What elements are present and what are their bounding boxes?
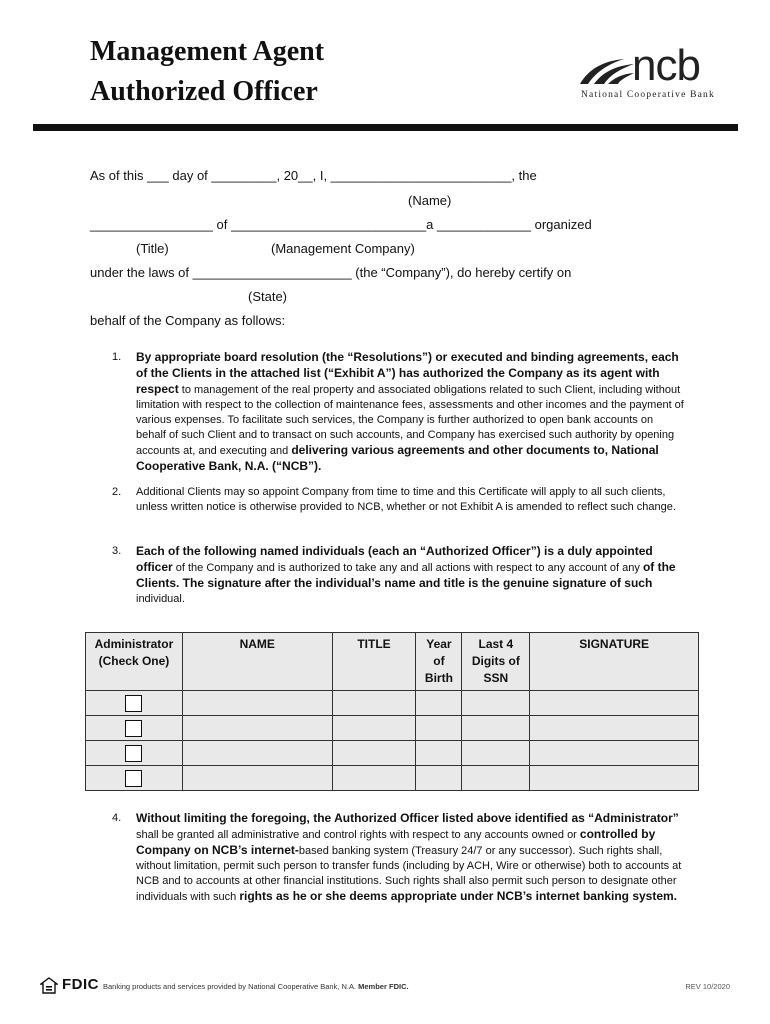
ssn-cell[interactable]	[462, 741, 530, 766]
name-cell[interactable]	[182, 691, 332, 716]
col-header-title: TITLE	[332, 633, 416, 691]
col-header-ssn: Last 4 Digits of SSN	[462, 633, 530, 691]
clause-bold-lead: By appropriate board resolution (the “Resolutions”) or executed and binding agreements, each of the Clients in the attached list (“Exhibit A”) has authorized the Company as its agent with respect	[136, 350, 679, 396]
clause-number: 3.	[112, 545, 122, 557]
administrator-checkbox[interactable]	[125, 720, 142, 737]
equal-housing-lender-icon	[40, 977, 58, 995]
form-line-3: under the laws of ______________________ (the “Company”), do hereby certify on	[90, 265, 572, 280]
clause-body	[136, 811, 684, 905]
year-of-birth-cell[interactable]	[416, 716, 462, 741]
table-row	[86, 741, 699, 766]
col-header-signature: SIGNATURE	[530, 633, 699, 691]
ssn-cell[interactable]	[462, 716, 530, 741]
administrator-checkbox[interactable]	[125, 745, 142, 762]
clause-text: of the Company and is authorized to take any and all actions with respect to any account of any	[175, 562, 640, 574]
caption-state: (State)	[248, 289, 288, 304]
year-of-birth-cell[interactable]	[416, 741, 462, 766]
fdic-logo: FDIC	[62, 976, 99, 993]
table-row	[86, 766, 699, 791]
col-header-year-of-birth: Year of Birth	[416, 633, 462, 691]
clause-number: 2.	[112, 486, 122, 498]
authorized-officers-table	[85, 632, 699, 791]
caption-name: (Name)	[408, 193, 452, 208]
clause-text: Additional Clients may so appoint Company from time to time and this Certificate will apply to all such clients, unless written notice is otherwise provided to NCB, whether or not Exhibit A is amended to reflect such change.	[136, 486, 676, 513]
clause-bold-tail: rights as he or she deems appropriate under NCB’s internet banking system.	[239, 889, 678, 903]
revision-label: REV 10/2020	[685, 982, 730, 991]
name-cell[interactable]	[182, 741, 332, 766]
col-header-administrator: Administrator (Check One)	[86, 633, 183, 691]
page-title	[90, 32, 324, 112]
clause-text-tail: individual.	[136, 593, 185, 605]
ssn-cell[interactable]	[462, 691, 530, 716]
title-cell[interactable]	[332, 691, 416, 716]
form-line-4: behalf of the Company as follows:	[90, 313, 286, 328]
clause-body	[136, 350, 684, 475]
title-line-1: Management Agent	[90, 36, 325, 67]
signature-cell[interactable]	[530, 741, 699, 766]
clause-number: 1.	[112, 351, 122, 363]
administrator-checkbox[interactable]	[125, 695, 142, 712]
signature-cell[interactable]	[530, 716, 699, 741]
table-row	[86, 716, 699, 741]
clause-bold-lead: Without limiting the foregoing, the Authorized Officer listed above identified as “Administrator”	[136, 811, 679, 825]
table-row	[86, 691, 699, 716]
clause-bold-tail: delivering various agreements and other documents to, National Cooperative Bank, N.A. (“NCB”).	[136, 443, 659, 473]
clause-body	[136, 485, 684, 515]
col-header-name: NAME	[182, 633, 332, 691]
clause-text: to management of the real property and associated obligations related to such Client, including without limitation with respect to the collection of maintenance fees, assessments and other incomes and the payment of various expenses. To facilitate such services, the Company is further authorized to open bank accounts on behalf of such Client and to transact on such accounts, and Company has exercised such authority by opening accounts at, and executing and	[136, 384, 684, 457]
title-line-2: Authorized Officer	[90, 76, 318, 107]
caption-management-company: (Management Company)	[271, 241, 415, 256]
caption-title: (Title)	[136, 241, 169, 256]
name-cell[interactable]	[182, 716, 332, 741]
clause-bold-mid: controlled by Company on NCB’s internet-	[136, 827, 656, 857]
ncb-swoosh-icon	[578, 56, 636, 86]
title-cell[interactable]	[332, 766, 416, 791]
signature-cell[interactable]	[530, 691, 699, 716]
clause-bold-lead: Each of the following named individuals (each an “Authorized Officer”) is a duly appointed officer	[136, 544, 653, 574]
table-header-row	[86, 633, 699, 691]
header-divider	[33, 124, 738, 131]
title-cell[interactable]	[332, 741, 416, 766]
form-line-2: _________________ of ___________________________a _____________ organized	[90, 217, 592, 232]
title-cell[interactable]	[332, 716, 416, 741]
logo-bank-name: National Cooperative Bank	[581, 90, 715, 100]
signature-cell[interactable]	[530, 766, 699, 791]
logo-wordmark: ncb	[632, 41, 700, 90]
ncb-logo	[578, 41, 718, 106]
clause-number: 4.	[112, 812, 122, 824]
clause-bold-tail: of the Clients. The signature after the individual’s name and title is the genuine signature of such	[136, 560, 676, 590]
name-cell[interactable]	[182, 766, 332, 791]
clause-text: shall be granted all administrative and control rights with respect to any accounts owned or	[136, 829, 577, 841]
form-line-1: As of this ___ day of _________, 20__, I, _________________________, the	[90, 168, 537, 183]
year-of-birth-cell[interactable]	[416, 691, 462, 716]
footer-disclosure: Banking products and services provided by National Cooperative Bank, N.A. Member FDIC.	[103, 982, 409, 991]
clause-body	[136, 544, 684, 607]
year-of-birth-cell[interactable]	[416, 766, 462, 791]
footer	[40, 976, 730, 998]
administrator-checkbox[interactable]	[125, 770, 142, 787]
ssn-cell[interactable]	[462, 766, 530, 791]
clause-text-mid: based banking system (Treasury 24/7 or any successor). Such rights shall, without limitation, permit such person to transfer funds (including by ACH, Wire or otherwise) both to accounts at NCB and to accounts at other financial institutions. Such rights shall also permit such person to designate other individuals with such	[136, 845, 682, 903]
